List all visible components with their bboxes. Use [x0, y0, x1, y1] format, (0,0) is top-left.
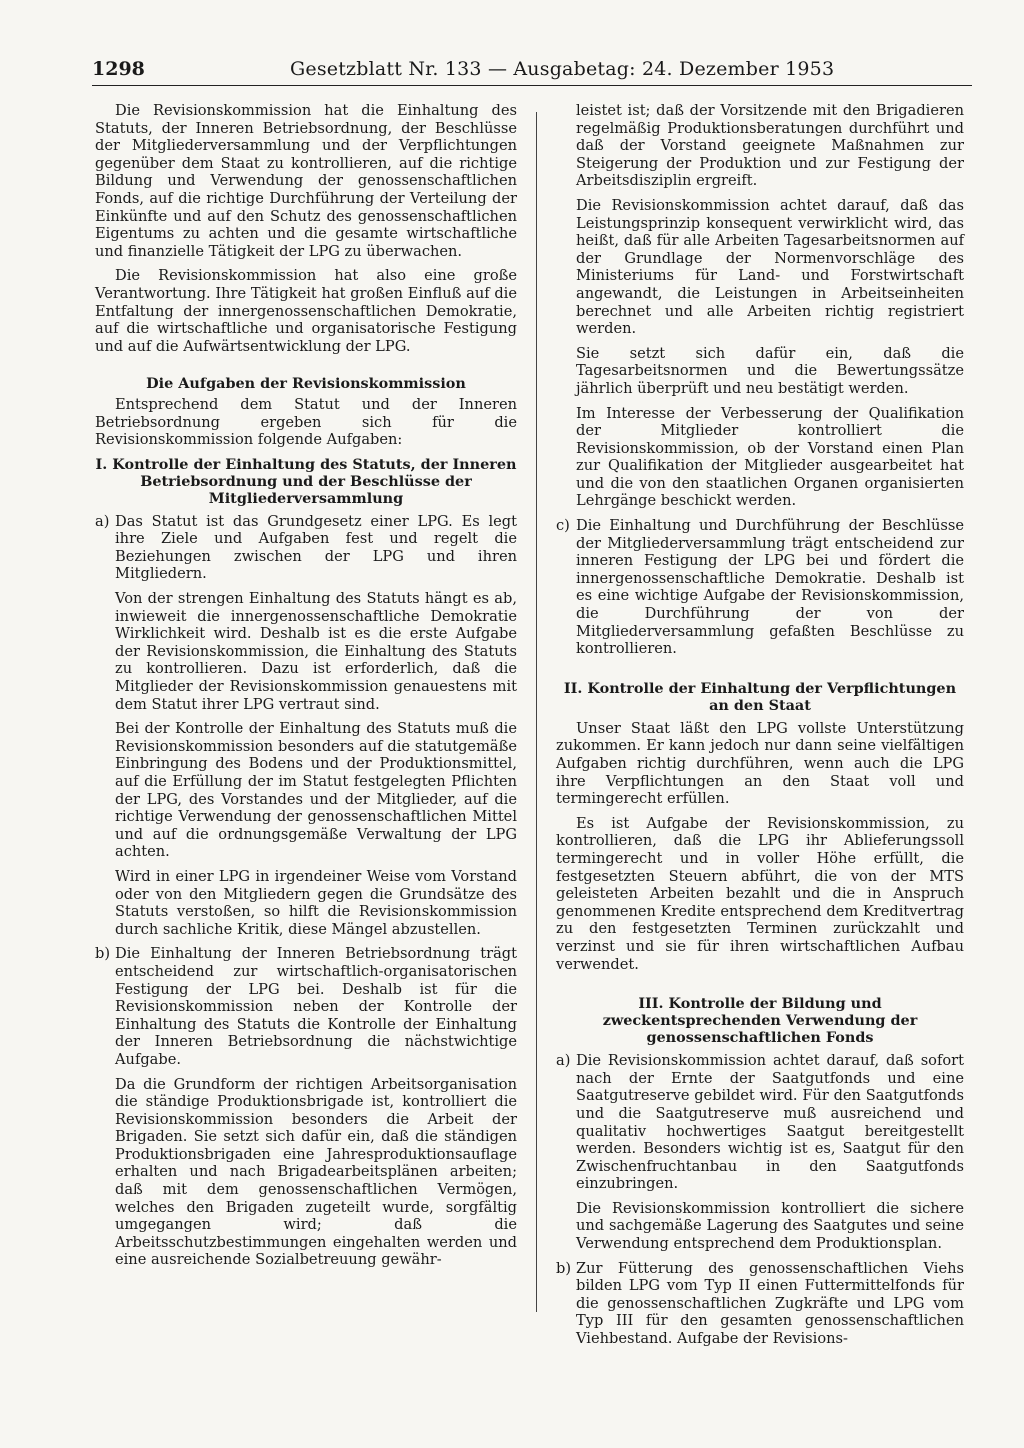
paragraph: Bei der Kontrolle der Einhaltung des Statuts muß die Revisionskommission besonders auf die statutgemäße Einbringung des Bodens und der Produktionsmittel, auf die Erfüllung der im Statut festgelegten Pflichten der LPG, des Vorstandes und der Mitglieder, auf die richtige Verwendung der genossenschaftlichen Mittel und auf die ordnungsgemäße Verwaltung der LPG achten. [115, 720, 517, 861]
page-header [92, 56, 972, 90]
header-rule [92, 85, 972, 86]
item-marker: c) [556, 517, 570, 535]
paragraph: leistet ist; daß der Vorsitzende mit den Brigadieren regelmäßig Produktionsberatungen durchführt und daß der Vorstand geeignete Maßnahmen zur Steigerung der Produktion und zur Festigung der Arbeitsdisziplin ergreift. [576, 102, 964, 190]
item-marker: a) [556, 1052, 571, 1070]
paragraph: Von der strengen Einhaltung des Statuts hängt es ab, inwieweit die innergenossenschaftliche Demokratie Wirklichkeit wird. Deshalb ist es die erste Aufgabe der Revisionskommission, die Einhaltung des Statuts zu kontrollieren. Dazu ist erforderlich, daß die Mitglieder der Revisionskommission genauestens mit dem Statut ihrer LPG vertraut sind. [115, 590, 517, 713]
list-item-a [556, 1052, 964, 1193]
section-heading-3: III. Kontrolle der Bildung und zweckentsprechenden Verwendung der genossenschaftlichen Fonds [602, 995, 918, 1047]
list-item-b [556, 1260, 964, 1348]
paragraph: Sie setzt sich dafür ein, daß die Tagesarbeitsnormen und die Bewertungssätze jährlich überprüft und neu bestätigt werden. [576, 344, 964, 397]
right-column [556, 102, 964, 1355]
paragraph: Die Revisionskommission kontrolliert die sichere und sachgemäße Lagerung des Saatgutes und seine Verwendung entsprechend dem Produktionsplan. [576, 1199, 964, 1253]
heading-tasks: Die Aufgaben der Revisionskommission [146, 375, 466, 393]
paragraph: Unser Staat läßt den LPG vollste Unterstützung zukommen. Er kann jedoch nur dann seine vielfältigen Aufgaben richtig durchführen, wenn auch die LPG ihre Verpflichtungen an den Staat voll und termingerecht erfüllen. [556, 719, 964, 808]
list-item-a [95, 513, 517, 583]
gazette-header-title: Gesetzblatt Nr. 133 — Ausgabetag: 24. Dezember 1953 [290, 58, 835, 80]
item-text: Die Einhaltung und Durchführung der Beschlüsse der Mitgliederversammlung trägt entscheidend zur inneren Festigung der LPG bei und fördert die innergenossenschaftliche Demokratie. Deshalb ist es eine wichtige Aufgabe der Revisionskommission, die Durchführung der von der Mitgliederversammlung gefaßten Beschlüsse zu kontrollieren. [576, 517, 964, 658]
item-marker: b) [556, 1259, 572, 1277]
paragraph: Die Revisionskommission hat also eine große Verantwortung. Ihre Tätigkeit hat großen Einfluß auf die Entfaltung der innergenossenschaftlichen Demokratie, auf die wirtschaftliche und organisatorische Festigung und auf die Aufwärtsentwicklung der LPG. [95, 267, 517, 355]
paragraph: Im Interesse der Verbesserung der Qualifikation der Mitglieder kontrolliert die Revisionskommission, ob der Vorstand einen Plan zur Qualifikation der Mitglieder ausgearbeitet hat und die von den staatlichen Organen organisierten Lehrgänge beschickt werden. [576, 404, 964, 510]
page-number: 1298 [92, 58, 145, 80]
item-text: Das Statut ist das Grundgesetz einer LPG. Es legt ihre Ziele und Aufgaben fest und regelt die Beziehungen zwischen der LPG und ihren Mitgliedern. [115, 512, 517, 583]
item-text: Zur Fütterung des genossenschaftlichen Viehs bilden LPG vom Typ II einen Futtermittelfonds für die genossenschaftlichen Zugkräfte und LPG vom Typ III für den gesamten genossenschaftlichen Viehbestand. Aufgabe der Revisions- [576, 1259, 964, 1348]
left-column [95, 102, 517, 1276]
paragraph: Die Revisionskommission achtet darauf, daß das Leistungsprinzip konsequent verwirklicht wird, das heißt, daß für alle Arbeiten Tagesarbeitsnormen auf der Grundlage der Normenvorschläge des Ministeriums für Land- und Forstwirtschaft angewandt, die Leistungen in Arbeitseinheiten berechnet und alle Arbeiten richtig registriert werden. [576, 196, 964, 338]
item-marker: b) [95, 945, 111, 963]
list-item-b [95, 945, 517, 1068]
section-heading-2: II. Kontrolle der Einhaltung der Verpflichtungen an den Staat [563, 679, 957, 714]
item-text: Die Einhaltung der Inneren Betriebsordnung trägt entscheidend zur wirtschaftlich-organisatorischen Festigung der LPG bei. Deshalb ist für die Revisionskommission neben der Kontrolle der Einhaltung des Statuts die Kontrolle der Einhaltung der Inneren Betriebsordnung die nächstwichtige Aufgabe. [115, 945, 517, 1068]
paragraph: Es ist Aufgabe der Revisionskommission, zu kontrollieren, daß die LPG ihr Ablieferungssoll termingerecht und in voller Höhe erfüllt, die festgesetzten Steuern abführt, die von der MTS geleisteten Arbeiten bezahlt und die in Anspruch genommenen Kredite entsprechend dem Kreditvertrag zu den festgesetzten Terminen zurückzahlt und verzinst und sie für ihren wirtschaftlichen Aufbau verwendet. [556, 814, 964, 973]
item-text: Die Revisionskommission achtet darauf, daß sofort nach der Ernte der Saatgutfonds und eine Saatgutreserve gebildet wird. Für den Saatgutfonds und die Saatgutreserve muß ausreichend und qualitativ hochwertiges Saatgut bereitgestellt werden. Besonders wichtig ist es, Saatgut für den Zwischenfruchtanbau in den Saatgutfonds einzubringen. [576, 1052, 964, 1193]
section-heading-1: I. Kontrolle der Einhaltung des Statuts, der Inneren Betriebsordnung und der Beschlüsse der Mitgliederversammlung [95, 455, 517, 507]
paragraph: Wird in einer LPG in irgendeiner Weise vom Vorstand oder von den Mitgliedern gegen die Grundsätze des Statuts verstoßen, so hilft die Revisionskommission durch sachliche Kritik, diese Mängel abzustellen. [115, 867, 517, 938]
paragraph: Da die Grundform der richtigen Arbeitsorganisation die ständige Produktionsbrigade ist, kontrolliert die Revisionskommission besonders die Arbeit der Brigaden. Sie setzt sich dafür ein, daß die ständigen Produktionsbrigaden eine Jahresproduktionsauflage erhalten und nach Brigadearbeitsplänen arbeiten; daß mit dem genossenschaftlichen Vermögen, welches den Brigaden zugeteilt wurde, sorgfältig umgegangen wird; daß die Arbeitsschutzbestimmungen eingehalten werden und eine ausreichende Sozialbetreuung gewähr- [115, 1075, 517, 1269]
paragraph: Entsprechend dem Statut und der Inneren Betriebsordnung ergeben sich für die Revisionskommission folgende Aufgaben: [95, 395, 517, 449]
item-marker: a) [95, 512, 110, 530]
column-divider [536, 112, 537, 1312]
paragraph: Die Revisionskommission hat die Einhaltung des Statuts, der Inneren Betriebsordnung, der Beschlüsse der Mitgliederversammlung und der Verpflichtungen gegenüber dem Staat zu kontrollieren, auf die richtige Bildung und Verwendung der genossenschaftlichen Fonds, auf die richtige Durchführung der Verteilung der Einkünfte und auf den Schutz des genossenschaftlichen Eigentums zu achten und die gesamte wirtschaftliche und finanzielle Tätigkeit der LPG zu überwachen. [95, 102, 517, 260]
list-item-c [556, 517, 964, 658]
